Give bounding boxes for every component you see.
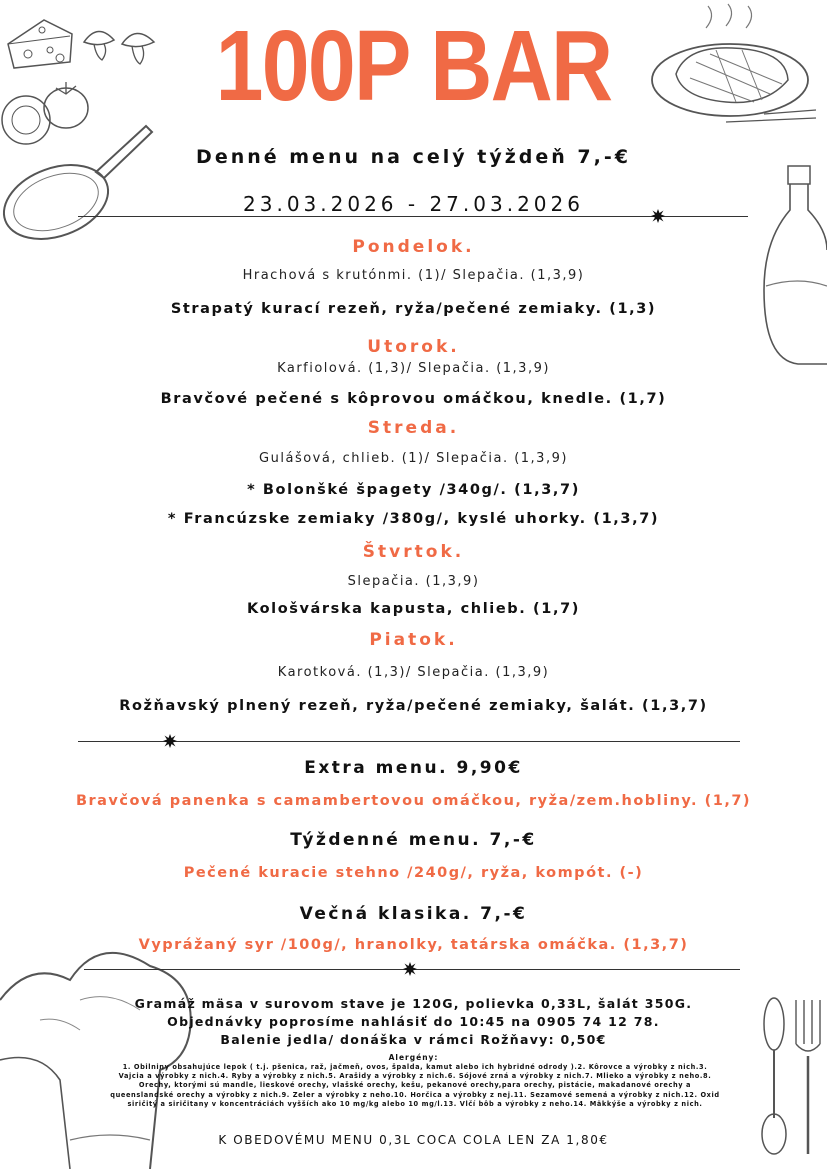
extra-menu-label: Extra menu. 9,90€: [304, 758, 523, 778]
day-wednesday: Streda.: [367, 418, 460, 438]
soup-tuesday: Karfiolová. (1,3)/ Slepačia. (1,3,9): [277, 361, 550, 376]
info-portion-sizes: Gramáž mäsa v surovom stave je 120G, polievka 0,33L, šalát 350G.: [134, 996, 693, 1011]
coca-cola-offer: K OBEDOVÉMU MENU 0,3L COCA COLA LEN ZA 1,80€: [218, 1133, 609, 1147]
day-thursday: Štvrtok.: [362, 542, 465, 562]
menu-dates: 23.03.2026 - 27.03.2026: [243, 192, 584, 216]
soup-wednesday: Gulášová, chlieb. (1)/ Slepačia. (1,3,9): [259, 451, 568, 466]
divider: [78, 216, 748, 217]
burst-icon: [163, 734, 177, 748]
soup-friday: Karotková. (1,3)/ Slepačia. (1,3,9): [277, 665, 550, 680]
main-dish-wednesday-2: * Francúzske zemiaky /380g/, kyslé uhorky. (1,3,7): [167, 511, 660, 527]
soup-monday: Hrachová s krutónmi. (1)/ Slepačia. (1,3,9): [242, 268, 585, 283]
info-order-deadline: Objednávky poprosíme nahlásiť do 10:45 na 0905 74 12 78.: [167, 1014, 660, 1029]
main-dish-wednesday-1: * Bolonšké špagety /340g/. (1,3,7): [247, 482, 580, 498]
main-dish-friday: Rožňavský plnený rezeň, ryža/pečené zemiaky, šalát. (1,3,7): [119, 698, 708, 714]
burst-icon: [651, 209, 665, 223]
day-tuesday: Utorok.: [367, 337, 460, 357]
restaurant-title: 100P BAR: [215, 10, 612, 122]
divider: [78, 741, 740, 742]
frying-pan-icon: [0, 116, 160, 246]
allergens-title: Alergény:: [388, 1053, 439, 1062]
allergens-list: 1. Obilniny obsahujúce lepok ( t.j. pšenica, raž, jačmeň, ovos, špalda, kamut alebo ich hybridné odrody ).2. Kôrovce a výrobky z nich.3. Vajcia a výrobky z nich.4. Ryby a výrobky z nich.5. Arašidy a výrobky z nich.6. Sójové zrná a výrobky z nich.7. Mlieko a výrobky z neho.8. Orechy, ktorými sú mandle, lieskové orechy, vlašské orechy, kešu, pekanové orechy,para orechy, pistácie, makadanové orechy a queenslandské orechy a výrobky z nich.9. Zeler a výrobky z neho.10. Horčica a výrobky z nej.11. Sezamové semená a výrobky z nich.12. Oxid siričitý a siričitany v koncentráciách vyšších ako 10 mg/kg alebo 10 mg/l.13. Vlčí bôb a výrobky z neho.14. Mäkkýše a výrobky z nich.: [110, 1063, 720, 1108]
extra-menu-dish: Bravčová panenka s camambertovou omáčkou, ryža/zem.hobliny. (1,7): [75, 793, 752, 809]
weekly-menu-dish: Pečené kuracie stehno /240g/, ryža, kompót. (-): [183, 865, 644, 881]
main-dish-tuesday: Bravčové pečené s kôprovou omáčkou, knedle. (1,7): [160, 391, 667, 407]
day-friday: Piatok.: [369, 630, 458, 650]
classic-menu-dish: Vyprážaný syr /100g/, hranolky, tatárska omáčka. (1,3,7): [138, 937, 689, 953]
menu-subtitle: Denné menu na celý týždeň 7,-€: [196, 146, 631, 168]
weekly-menu-label: Týždenné menu. 7,-€: [290, 830, 537, 850]
info-packaging-delivery: Balenie jedla/ donáška v rámci Rožňavy: 0,50€: [220, 1032, 607, 1047]
classic-menu-label: Večná klasika. 7,-€: [299, 904, 528, 924]
burst-icon: [403, 962, 417, 976]
main-dish-monday: Strapatý kurací rezeň, ryža/pečené zemiaky. (1,3): [170, 301, 657, 317]
day-monday: Pondelok.: [352, 237, 475, 257]
soup-thursday: Slepačia. (1,3,9): [347, 574, 480, 589]
main-dish-thursday: Kološvárska kapusta, chlieb. (1,7): [246, 601, 580, 617]
